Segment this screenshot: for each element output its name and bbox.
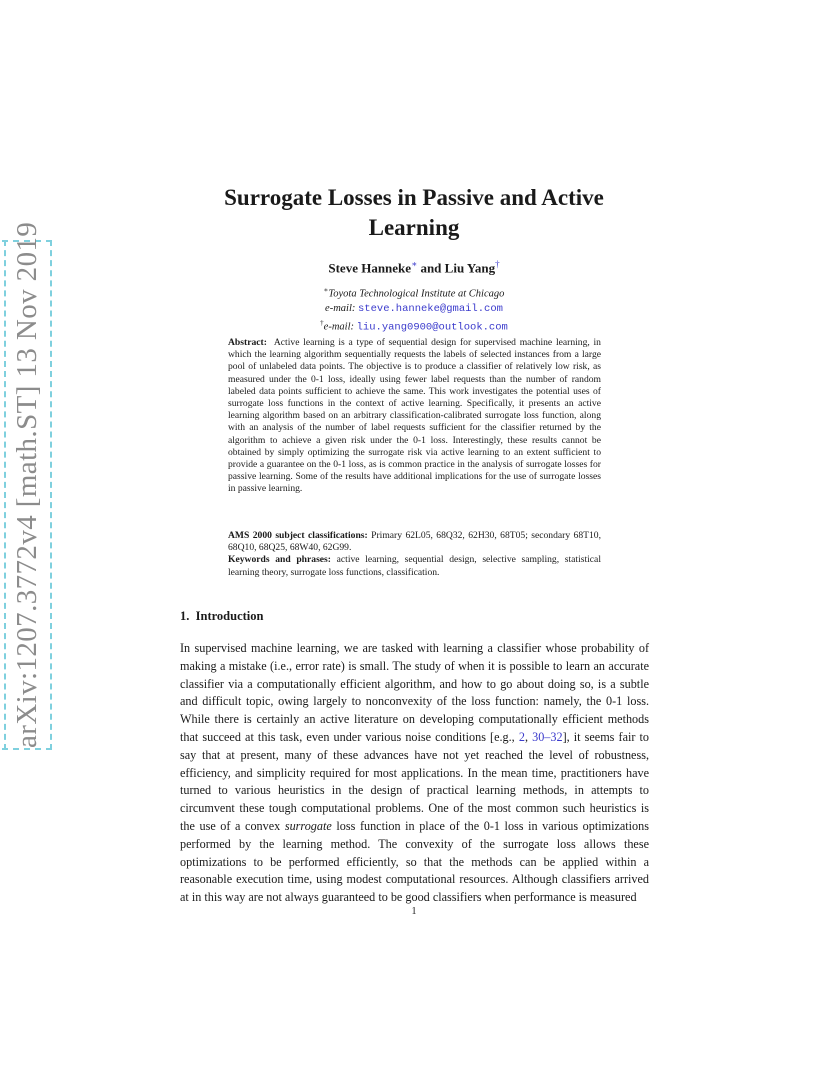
arxiv-identifier: arXiv:1207.3772v4 [math.ST] 13 Nov 2019 xyxy=(11,221,43,748)
keywords-text: active learning, sequential design, selective sampling, statistical learning theory, surrogate loss functions, classification. xyxy=(228,554,601,578)
author-name-2: Liu Yang xyxy=(444,260,496,276)
section-title: Introduction xyxy=(195,609,264,623)
arxiv-stamp-border-right xyxy=(50,240,52,750)
body-text-part-3: loss function in place of the 0-1 loss in various optimizations performed by the learning method. The convexity of the surrogate loss allows these optimizations to be performed efficiently, so that the methods can be applied within a reasonable execution time, using modest computational resources. Although classifiers arrived at in this way are not always guaranteed to be good classifiers when performance is measured xyxy=(180,818,649,905)
keywords-label: Keywords and phrases: xyxy=(228,554,331,566)
affiliation-mark-2: † xyxy=(320,319,324,327)
affiliation-mark-1: ∗ xyxy=(323,286,329,294)
email-link-2[interactable]: liu.yang0900@outlook.com xyxy=(356,321,508,334)
ams-codes: Primary 62L05, 68Q32, 62H30, 68T05; secondary 68T10, 68Q10, 68Q25, 68W40, 62G99. xyxy=(228,530,602,554)
ams-label: AMS 2000 subject classifications: xyxy=(228,530,368,541)
author-footnote-mark-1[interactable]: ∗ xyxy=(411,259,418,269)
introduction-paragraph xyxy=(180,640,649,907)
paper-title xyxy=(180,183,648,243)
citation-link-30-32[interactable]: 30–32 xyxy=(532,729,563,744)
paper-title-line-1: Surrogate Losses in Passive and Active xyxy=(224,185,604,210)
author-name-1: Steve Hanneke xyxy=(328,260,412,276)
keywords xyxy=(228,554,601,578)
classification-block xyxy=(228,530,601,579)
email-label-2: e-mail: xyxy=(323,321,354,333)
citation-separator: , xyxy=(524,729,533,744)
body-text-part-2: ], it seems fair to say that at present, many of these advances have not yet reached the level of robustness, efficiency, and simplicity required for most applications. In the mean time, practitioners have turned to various heuristics in the design of practical learning methods, in attempts to circumvent these tough computational problems. One of the most common such heuristics is the use of a convex xyxy=(180,729,650,833)
abstract-text: Active learning is a type of sequential design for supervised machine learning, in which the learning algorithm sequentially requests the labels of selected instances from a large pool of unlabeled data points. The objective is to produce a classifier of relatively low risk, as measured under the 0-1 loss, ideally using fewer label requests than the number of random labeled data points sufficient to achieve the same. This work investigates the potential uses of surrogate loss functions in the context of active learning. Specifically, it presents an active learning algorithm based on an arbitrary classification-calibrated surrogate loss function, along with an analysis of the number of label requests sufficient for the classifier returned by the algorithm to achieve a given risk under the 0-1 loss. Interestingly, these results cannot be obtained by simply optimizing the surrogate risk via active learning to an extent sufficient to provide a guarantee on the 0-1 loss, as is common practice in the analysis of surrogate losses for passive learning. Some of the results have additional implications for the use of surrogate losses in passive learning. xyxy=(228,337,601,495)
section-heading-introduction xyxy=(180,609,263,624)
ams-classification xyxy=(228,530,601,554)
email-label-1: e-mail: xyxy=(325,302,356,314)
abstract-label: Abstract: xyxy=(228,337,267,348)
affiliation-1 xyxy=(200,283,628,316)
author-footnote-mark-2[interactable]: † xyxy=(495,259,500,269)
page-number: 1 xyxy=(411,906,417,917)
author-list xyxy=(200,259,628,276)
body-text-emphasis: surrogate xyxy=(284,818,332,833)
citation-link-2[interactable]: 2 xyxy=(518,729,525,744)
body-text-part-1: In supervised machine learning, we are tasked with learning a classifier whose probability of making a mistake (i.e., error rate) is small. The study of when it is possible to learn an accurate classifier via a computationally efficient algorithm, and how to go about doing so, is a subtle and difficult topic, owing largely to nonconvexity of the loss function: namely, the 0-1 loss. While there is certainly an active literature on developing computationally efficient methods that succeed at this task, even under various noise conditions [e.g., xyxy=(180,641,649,744)
author-joiner: and xyxy=(420,260,442,276)
abstract xyxy=(228,337,601,496)
email-link-1[interactable]: steve.hanneke@gmail.com xyxy=(358,302,503,315)
paper-title-line-2: Learning xyxy=(368,215,460,240)
section-number: 1. xyxy=(180,609,190,623)
affiliation-institution: Toyota Technological Institute at Chicago xyxy=(328,288,505,300)
affiliation-2 xyxy=(200,316,628,335)
